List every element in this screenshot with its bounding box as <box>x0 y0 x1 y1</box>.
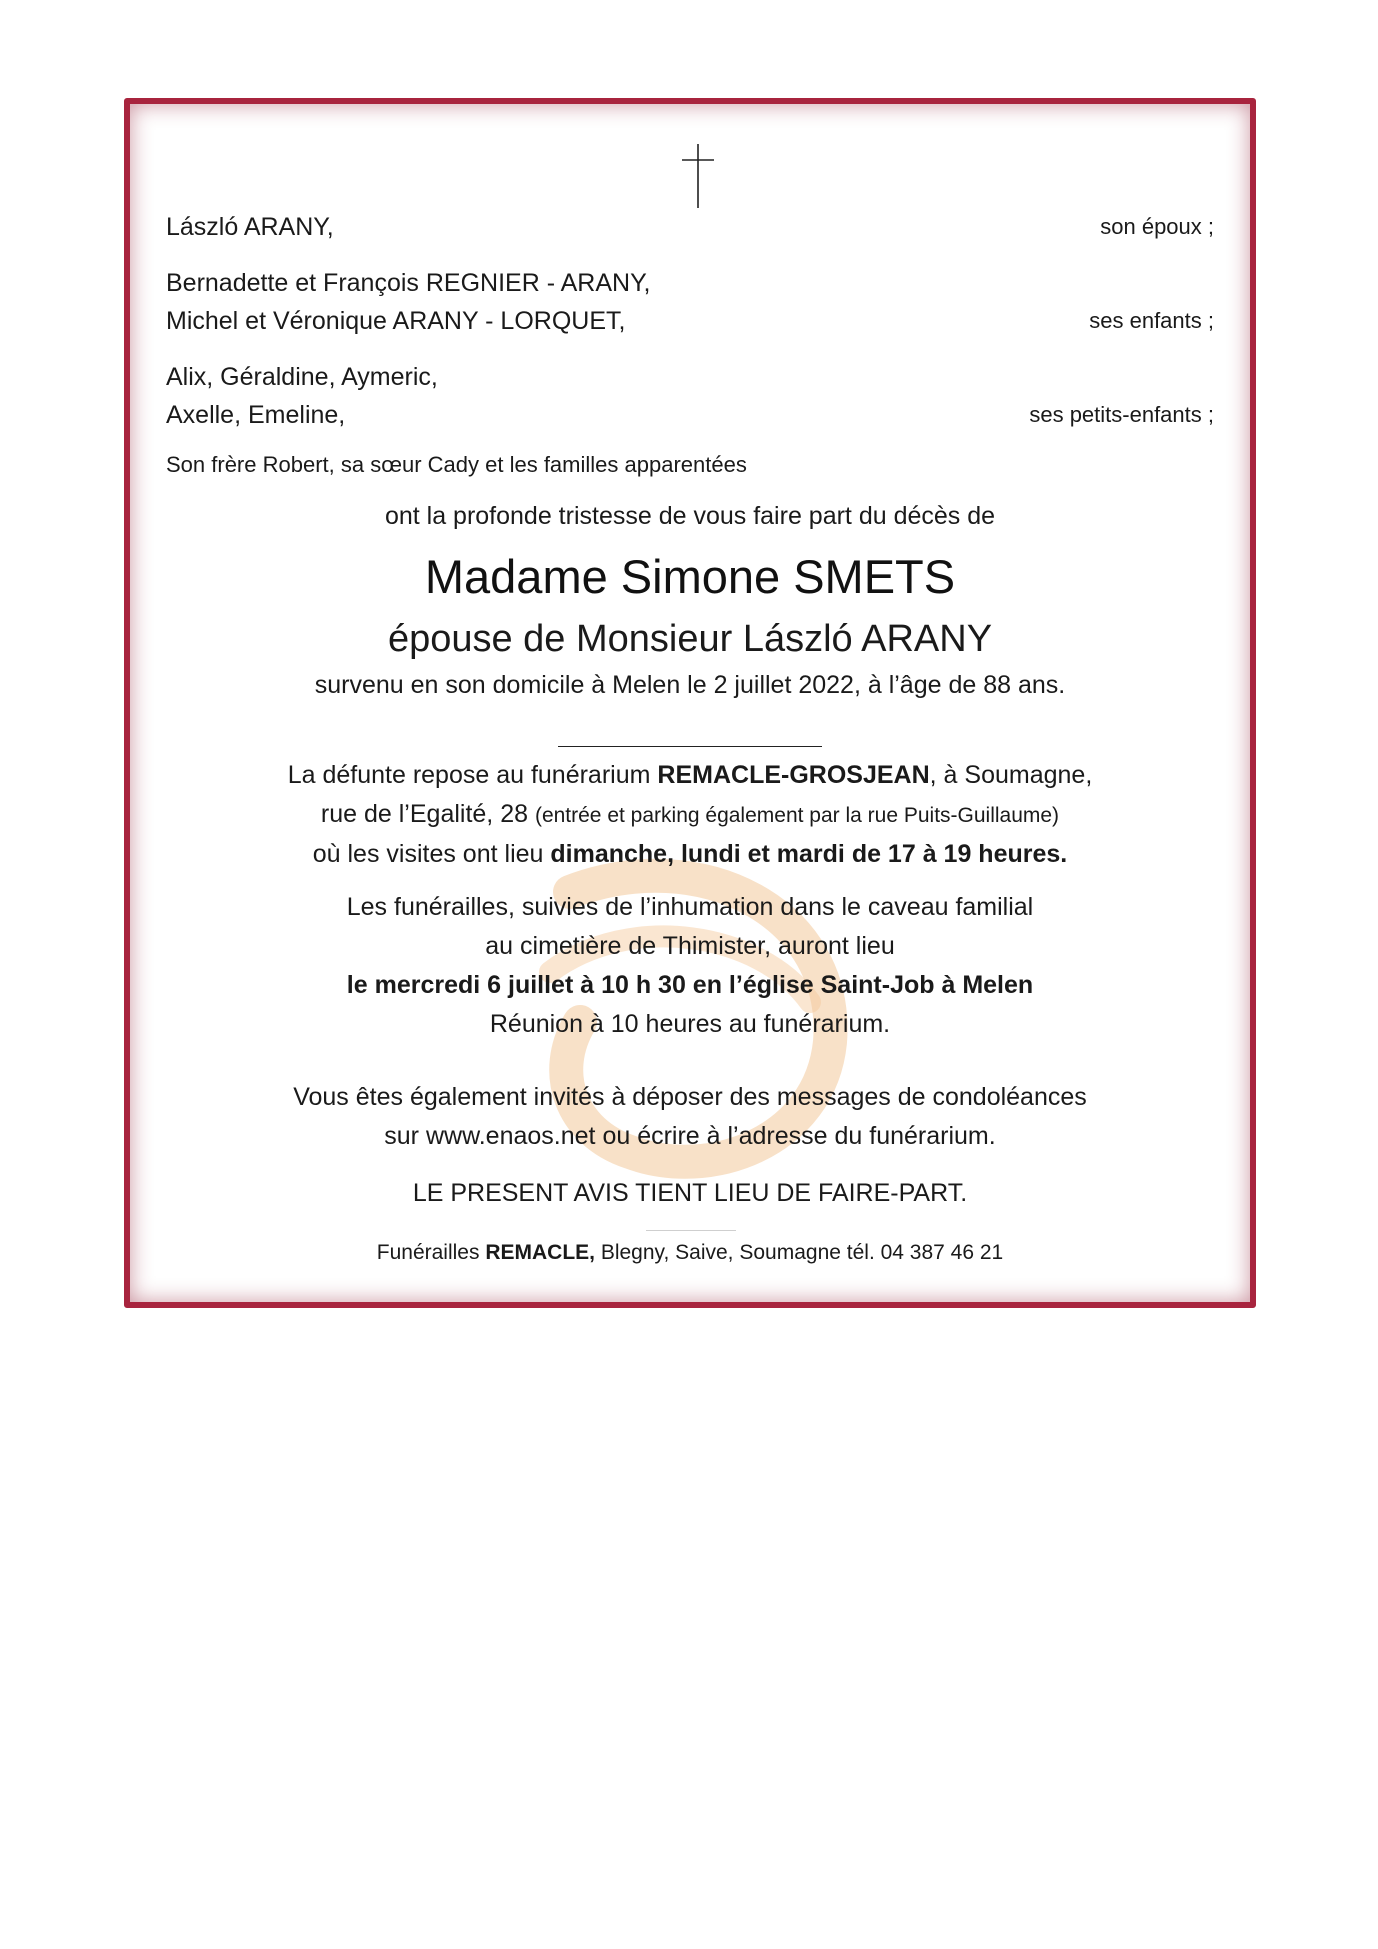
visits-text: où les visites ont lieu <box>312 840 551 868</box>
funeral-line-4: Réunion à 10 heures au funérarium. <box>489 1010 891 1038</box>
condolences-block <box>130 1078 1250 1156</box>
funeral-home-name: REMACLE-GROSJEAN <box>657 761 930 789</box>
obituary-card <box>124 98 1256 1308</box>
deceased-name: Madame Simone SMETS <box>424 550 956 603</box>
funeral-line-3 <box>130 966 1250 1005</box>
visitation-block <box>130 756 1250 874</box>
footer-contact: Blegny, Saive, Soumagne tél. 04 387 46 21 <box>595 1241 1004 1264</box>
footer-company: REMACLE, <box>485 1241 595 1264</box>
husband-row <box>166 208 1214 246</box>
funeral-line-2: au cimetière de Thimister, auront lieu <box>485 932 895 960</box>
visitation-line-3 <box>130 835 1250 874</box>
address-text: rue de l’Egalité, 28 <box>320 800 535 828</box>
notice-text: LE PRESENT AVIS TIENT LIEU DE FAIRE-PART. <box>412 1179 968 1207</box>
visitation-text: La défunte repose au funérarium <box>287 761 658 789</box>
visitation-line-1 <box>130 756 1250 795</box>
husband-role: son époux ; <box>1100 214 1214 239</box>
siblings-line: Son frère Robert, sa sœur Cady et les familles apparentées <box>166 452 747 477</box>
children-row <box>166 264 1214 340</box>
cross-icon <box>680 144 716 208</box>
child-line-2: Michel et Véronique ARANY - LORQUET, <box>166 307 626 335</box>
funeral-line-1: Les funérailles, suivies de l’inhumation dans le caveau familial <box>346 893 1034 921</box>
grandchildren-line-1: Alix, Géraldine, Aymeric, <box>166 363 438 391</box>
condolences-line-1: Vous êtes également invités à déposer des messages de condoléances <box>293 1083 1087 1111</box>
announcement-text: ont la profonde tristesse de vous faire part du décès de <box>384 502 996 530</box>
children-role: ses enfants ; <box>1089 308 1214 333</box>
footer-prefix: Funérailles <box>376 1241 486 1264</box>
death-info: survenu en son domicile à Melen le 2 juillet 2022, à l’âge de 88 ans. <box>314 671 1066 699</box>
grandchildren-line-2: Axelle, Emeline, <box>166 401 346 429</box>
parking-note: (entrée et parking également par la rue Puits-Guillaume) <box>534 804 1060 827</box>
separator-line <box>558 746 822 747</box>
husband-name: László ARANY, <box>166 213 334 241</box>
child-line-1: Bernadette et François REGNIER - ARANY, <box>166 269 651 297</box>
footer-separator <box>646 1230 736 1231</box>
visits-schedule: dimanche, lundi et mardi de 17 à 19 heures. <box>550 840 1068 868</box>
condolences-line-2: sur www.enaos.net ou écrire à l’adresse du funérarium. <box>384 1122 996 1150</box>
spouse-line: épouse de Monsieur László ARANY <box>387 618 993 660</box>
visitation-line-2 <box>130 795 1250 835</box>
funeral-block <box>130 888 1250 1044</box>
grandchildren-row <box>166 358 1214 434</box>
grandchildren-role: ses petits-enfants ; <box>1029 402 1214 427</box>
funeral-date: le mercredi 6 juillet à 10 h 30 en l’église Saint-Job à Melen <box>346 971 1034 999</box>
footer <box>130 1238 1250 1268</box>
visitation-location: , à Soumagne, <box>929 761 1093 789</box>
